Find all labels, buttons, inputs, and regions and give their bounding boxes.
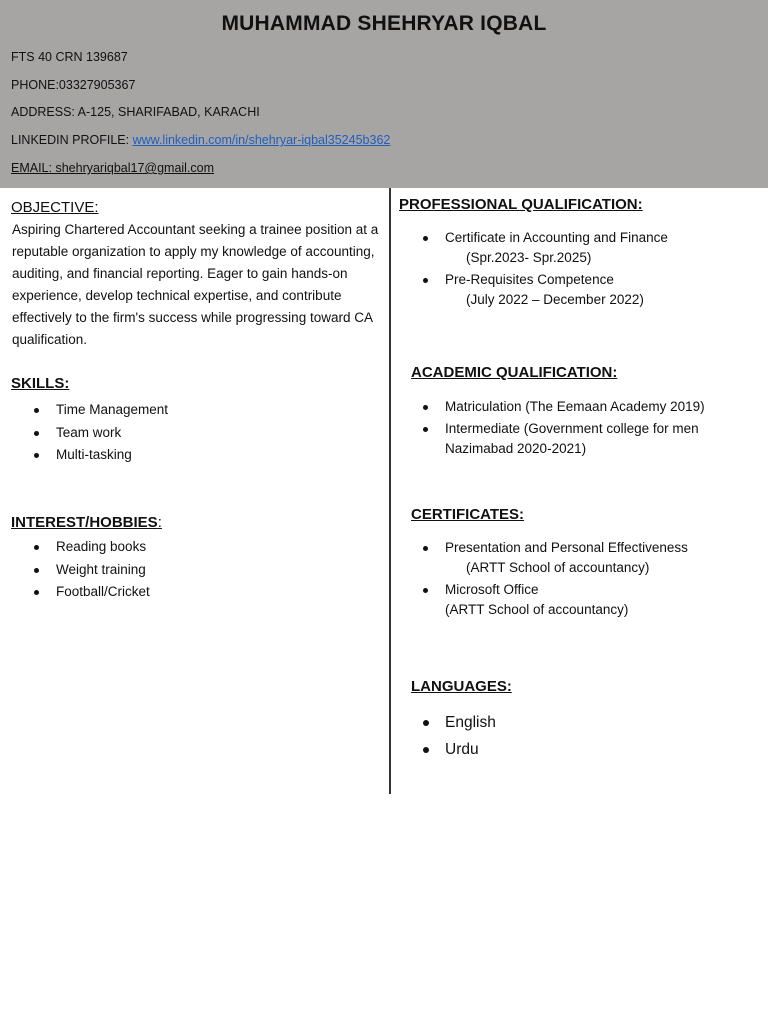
item-detail: Nazimabad 2020-2021): [445, 441, 587, 456]
list-item: Multi-tasking: [11, 444, 168, 467]
languages-title: LANGUAGES:: [411, 678, 512, 695]
linkedin-line: [11, 133, 390, 147]
item-title: Certificate in Accounting and Finance: [445, 230, 668, 245]
item-title: Pre-Requisites Competence: [445, 272, 614, 287]
list-item: Reading books: [11, 536, 150, 559]
item-title: Microsoft Office: [445, 582, 539, 597]
certificates-list: [411, 538, 688, 622]
list-item: [411, 580, 688, 620]
address: ADDRESS: A-125, SHARIFABAD, KARACHI: [11, 105, 260, 119]
academic-title: ACADEMIC QUALIFICATION:: [411, 364, 618, 381]
list-item: English: [411, 710, 496, 735]
list-item: Team work: [11, 422, 168, 445]
professional-title: PROFESSIONAL QUALIFICATION:: [399, 196, 643, 213]
item-detail: (July 2022 – December 2022): [466, 292, 644, 307]
item-detail: (ARTT School of accountancy): [445, 602, 629, 617]
certificates-title: CERTIFICATES:: [411, 506, 525, 523]
list-item: Time Management: [11, 399, 168, 422]
skills-title: SKILLS:: [11, 375, 70, 392]
item-title: Presentation and Personal Effectiveness: [445, 540, 688, 555]
objective-text: Aspiring Chartered Accountant seeking a trainee position at a reputable organization to apply my knowledge of accounting, auditing, and financial reporting. Eager to gain hands-on experience, develop technical expertise, and contribute effectively to the firm's success while progressing toward CA qualification.: [12, 222, 379, 347]
item-detail: (Spr.2023- Spr.2025): [466, 250, 592, 265]
linkedin-label: LINKEDIN PROFILE:: [11, 133, 133, 147]
item-detail: (ARTT School of accountancy): [466, 560, 650, 575]
interests-title-colon: :: [157, 514, 162, 531]
phone: PHONE:03327905367: [11, 78, 136, 92]
objective-title: OBJECTIVE:: [11, 199, 99, 216]
interests-title-text: INTEREST/HOBBIES: [11, 514, 158, 531]
header-banner: [0, 0, 768, 188]
skills-list: [11, 399, 168, 467]
list-item: Urdu: [411, 737, 496, 762]
list-item: Weight training: [11, 559, 150, 582]
academic-list: [411, 397, 705, 461]
list-item: [411, 228, 668, 268]
list-item: [411, 538, 688, 578]
list-item: [411, 397, 705, 417]
candidate-name: MUHAMMAD SHEHRYAR IQBAL: [221, 12, 547, 35]
interests-title: [11, 514, 162, 531]
list-item: [411, 419, 705, 459]
list-item: Football/Cricket: [11, 581, 150, 604]
interests-list: [11, 536, 150, 604]
languages-list: [411, 710, 496, 764]
email[interactable]: EMAIL: shehryariqbal17@gmail.com: [11, 161, 215, 175]
professional-list: [411, 228, 668, 312]
item-title: Intermediate (Government college for men: [445, 421, 699, 436]
column-divider: [389, 188, 391, 794]
linkedin-link[interactable]: www.linkedin.com/in/shehryar-iqbal35245b362: [132, 133, 391, 147]
list-item: [411, 270, 668, 310]
fts-crn: FTS 40 CRN 139687: [11, 50, 128, 64]
item-title: Matriculation (The Eemaan Academy 2019): [445, 399, 705, 414]
